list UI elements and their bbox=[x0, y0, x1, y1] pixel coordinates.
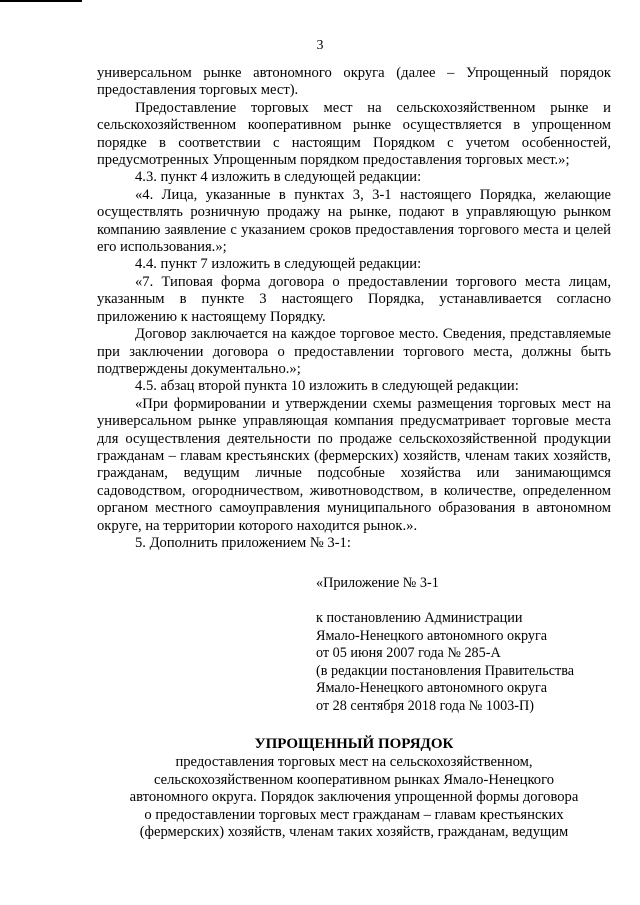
appendix-line: Ямало-Ненецкого автономного округа bbox=[316, 627, 548, 644]
paragraph-amend-4-5: 4.5. абзац второй пункта 10 изложить в следующей редакции: bbox=[135, 378, 519, 395]
page-number: 3 bbox=[316, 38, 324, 53]
paragraph-point-10: «При формировании и утверждении схемы размещения торговых мест на универсальном рынке управляющая компания предусматривает торговые места для осуществления деятельности по продаже сельскохозяйственной продукции гражданам – главам крестьянских (фермерских) хозяйств, членам таких хозяйств, гражданам, ведущим личные подсобные хозяйства или занимающимся садоводством, огородничеством, животноводством, в количестве, определенном органом местного самоуправления муниципального образования в автономном округе, на территории которого находится рынок.». bbox=[97, 395, 611, 534]
corner-rule bbox=[0, 0, 82, 2]
document-body bbox=[97, 65, 611, 552]
section-subtitle bbox=[97, 754, 611, 842]
subtitle-line: (фермерских) хозяйств, членам таких хозяйств, гражданам, ведущим bbox=[139, 824, 569, 841]
section-heading: УПРОЩЕННЫЙ ПОРЯДОК bbox=[254, 736, 454, 752]
paragraph-amend-4-3: 4.3. пункт 4 изложить в следующей редакции: bbox=[135, 169, 422, 186]
paragraph-amend-4-4: 4.4. пункт 7 изложить в следующей редакции: bbox=[135, 256, 422, 273]
appendix-line: к постановлению Администрации bbox=[316, 610, 523, 626]
subtitle-line: предоставления торговых мест на сельскохозяйственном, bbox=[175, 754, 533, 770]
paragraph-amend-5: 5. Дополнить приложением № 3-1: bbox=[135, 534, 351, 551]
appendix-line: от 05 июня 2007 года № 285-А bbox=[316, 645, 501, 662]
appendix-title: «Приложение № 3-1 bbox=[316, 575, 439, 591]
appendix-line: Ямало-Ненецкого автономного округа bbox=[316, 680, 548, 697]
subtitle-line: о предоставлении торговых мест гражданам – главам крестьянских bbox=[144, 806, 564, 823]
subtitle-line: автономного округа. Порядок заключения упрощенной формы договора bbox=[129, 789, 579, 806]
paragraph-point-4: «4. Лица, указанные в пунктах 3, 3-1 настоящего Порядка, желающие осуществлять розничную продажу на рынке, подают в управляющую рынком компанию заявление с указанием сроков предоставления торгового места и целей его использования.»; bbox=[97, 186, 611, 256]
paragraph-point-7: «7. Типовая форма договора о предоставлении торгового места лицам, указанным в пункте 3 настоящего Порядка, устанавливается согласно приложению к настоящему Порядку. bbox=[97, 273, 611, 325]
appendix-reference bbox=[316, 610, 574, 716]
appendix-line: от 28 сентября 2018 года № 1003-П) bbox=[316, 697, 534, 714]
subtitle-line: сельскохозяйственном кооперативном рынках Ямало-Ненецкого bbox=[153, 771, 555, 788]
paragraph-simplified-procedure: Предоставление торговых мест на сельскохозяйственном рынке и сельскохозяйственном кооперативном рынке осуществляется в упрощенном порядке в соответствии с настоящим Порядком с учетом особенностей, предусмотренных Упрощенным порядком предоставления торговых мест.»; bbox=[97, 99, 611, 169]
paragraph-continuation: универсальном рынке автономного округа (далее – Упрощенный порядок предоставления торговых мест). bbox=[97, 65, 611, 99]
appendix-line: (в редакции постановления Правительства bbox=[316, 662, 575, 679]
paragraph-contract: Договор заключается на каждое торговое место. Сведения, представляемые при заключении договора о предоставлении торгового места, должны быть подтверждены документально.»; bbox=[97, 326, 611, 377]
